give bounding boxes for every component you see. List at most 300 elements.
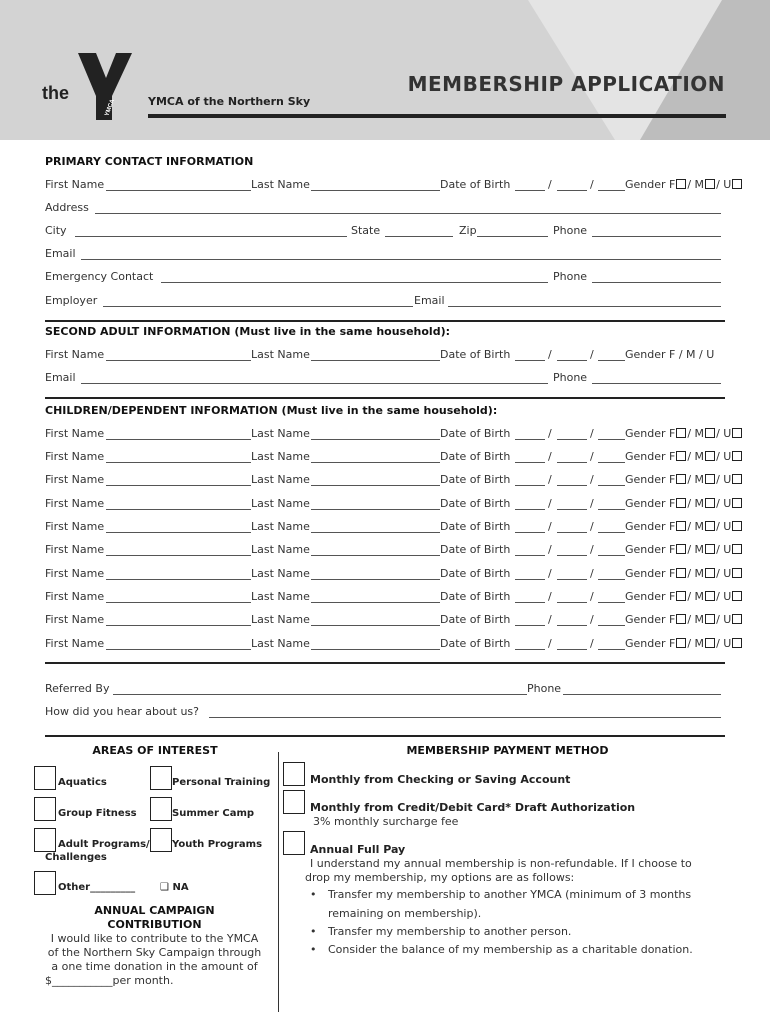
- dob-year-field[interactable]: [598, 509, 625, 510]
- gender-u-checkbox[interactable]: [732, 614, 742, 624]
- employer-email-field[interactable]: [448, 306, 721, 307]
- zip-label: Zip: [459, 224, 477, 237]
- first-name-field[interactable]: [106, 649, 251, 650]
- dob-slash: /: [590, 567, 594, 580]
- gender-f-checkbox[interactable]: [676, 568, 686, 578]
- gender-f-checkbox[interactable]: [676, 544, 686, 554]
- gender-f-checkbox[interactable]: [676, 614, 686, 624]
- dob-year-field[interactable]: [598, 625, 625, 626]
- gender-u-checkbox[interactable]: [732, 544, 742, 554]
- referred-by-label: Referred By: [45, 682, 110, 695]
- dob-label: Date of Birth: [440, 637, 511, 650]
- gender-m-label: / M: [687, 473, 705, 486]
- first-name-field[interactable]: [106, 439, 251, 440]
- gender-options: [625, 637, 743, 650]
- dob-label: Date of Birth: [440, 348, 511, 361]
- personal-training-label: Personal Training: [172, 777, 271, 788]
- section-divider: [45, 397, 725, 399]
- dob-label: Date of Birth: [440, 567, 511, 580]
- dob-slash: /: [590, 178, 594, 191]
- last-name-field[interactable]: [311, 649, 440, 650]
- gender-f-checkbox[interactable]: [676, 521, 686, 531]
- aquatics-label: Aquatics: [58, 777, 107, 788]
- option-transfer-ymca: • Transfer my membership to another YMCA (minimum of 3 months: [328, 888, 691, 901]
- first-name-field[interactable]: [106, 509, 251, 510]
- dob-day-field[interactable]: [557, 602, 587, 603]
- gender-u-label: / U: [716, 427, 732, 440]
- annual-campaign: [42, 904, 267, 988]
- gender-m-checkbox[interactable]: [705, 568, 715, 578]
- dob-day-field[interactable]: [557, 555, 587, 556]
- phone-field[interactable]: [592, 383, 721, 384]
- first-name-label: First Name: [45, 178, 105, 191]
- first-name-field[interactable]: [106, 602, 251, 603]
- na-checkbox-label[interactable]: ❑ NA: [160, 882, 189, 893]
- city-label: City: [45, 224, 67, 237]
- emergency-row: [45, 270, 755, 286]
- last-name-label: Last Name: [251, 590, 310, 603]
- phone-field[interactable]: [592, 236, 721, 237]
- last-name-label: Last Name: [251, 520, 310, 533]
- personal-training-checkbox[interactable]: [150, 766, 172, 790]
- gender-options: [625, 520, 743, 533]
- section-divider: [45, 735, 725, 737]
- gender-f-label: Gender F: [625, 637, 676, 650]
- gender-f-label: Gender F: [625, 590, 676, 603]
- email-field[interactable]: [81, 383, 548, 384]
- dob-slash: /: [548, 473, 552, 486]
- primary-heading: PRIMARY CONTACT INFORMATION: [45, 155, 254, 168]
- dob-day-field[interactable]: [557, 360, 587, 361]
- state-label: State: [351, 224, 381, 237]
- last-name-label: Last Name: [251, 473, 310, 486]
- gender-m-checkbox[interactable]: [705, 451, 715, 461]
- gender-f-label: Gender F: [625, 473, 676, 486]
- gender-u-checkbox[interactable]: [732, 638, 742, 648]
- summer-camp-checkbox[interactable]: [150, 797, 172, 821]
- option-donation: • Consider the balance of my membership as a charitable donation.: [328, 943, 693, 956]
- dob-slash: /: [590, 427, 594, 440]
- last-name-field[interactable]: [311, 579, 440, 580]
- dob-year-field[interactable]: [598, 190, 625, 191]
- dob-slash: /: [548, 178, 552, 191]
- first-name-field[interactable]: [106, 485, 251, 486]
- gender-options: [625, 497, 743, 510]
- second-adult-email-row: [45, 371, 755, 387]
- dob-year-field[interactable]: [598, 649, 625, 650]
- dob-year-field[interactable]: [598, 555, 625, 556]
- dob-month-field[interactable]: [515, 602, 545, 603]
- gender-f-label: Gender F: [625, 543, 676, 556]
- gender-u-checkbox[interactable]: [732, 474, 742, 484]
- last-name-field[interactable]: [311, 625, 440, 626]
- first-name-label: First Name: [45, 613, 105, 626]
- last-name-field[interactable]: [311, 602, 440, 603]
- gender-f-checkbox[interactable]: [676, 474, 686, 484]
- dob-slash: /: [548, 567, 552, 580]
- gender-u-label: / U: [716, 178, 732, 191]
- first-name-label: First Name: [45, 590, 105, 603]
- annual-text-1: I understand my annual membership is non-refundable. If I choose to: [310, 857, 692, 870]
- gender-f-checkbox[interactable]: [676, 428, 686, 438]
- emergency-field[interactable]: [161, 282, 548, 283]
- referred-row: [45, 682, 755, 698]
- gender-f-label: Gender F: [625, 613, 676, 626]
- emergency-phone-label: Phone: [553, 270, 588, 283]
- email-row: [45, 247, 755, 263]
- adult-programs-checkbox[interactable]: [34, 828, 56, 852]
- summer-camp-label: Summer Camp: [172, 808, 255, 819]
- gender-options: [625, 178, 743, 191]
- last-name-field[interactable]: [311, 360, 440, 361]
- dob-month-field[interactable]: [515, 625, 545, 626]
- challenges-label: Challenges: [45, 852, 107, 863]
- gender-f-checkbox[interactable]: [676, 451, 686, 461]
- dob-month-field[interactable]: [515, 532, 545, 533]
- gender-m-checkbox[interactable]: [705, 614, 715, 624]
- hear-about-label: How did you hear about us?: [45, 705, 199, 718]
- gender-m-checkbox[interactable]: [705, 498, 715, 508]
- second-adult-heading: SECOND ADULT INFORMATION (Must live in the same household):: [45, 325, 451, 338]
- last-name-label: Last Name: [251, 497, 310, 510]
- monthly-checking-label: Monthly from Checking or Saving Account: [310, 773, 571, 786]
- child-row: [45, 497, 755, 513]
- org-name: YMCA of the Northern Sky: [148, 95, 311, 108]
- child-row: [45, 450, 755, 466]
- last-name-label: Last Name: [251, 348, 310, 361]
- ymca-logo: [40, 48, 135, 127]
- campaign-line-2: of the Northern Sky Campaign through: [47, 946, 262, 959]
- child-row: [45, 427, 755, 443]
- hear-about-row: [45, 705, 755, 721]
- dob-slash: /: [590, 497, 594, 510]
- second-adult-name-row: [45, 348, 755, 364]
- dob-year-field[interactable]: [598, 360, 625, 361]
- dob-label: Date of Birth: [440, 613, 511, 626]
- gender-m-label: / M: [687, 450, 705, 463]
- child-row: [45, 520, 755, 536]
- gender-f-label: Gender F: [625, 178, 676, 191]
- dob-label: Date of Birth: [440, 178, 511, 191]
- child-row: [45, 567, 755, 583]
- column-divider: [278, 752, 279, 1012]
- primary-name-row: [45, 178, 755, 194]
- employer-label: Employer: [45, 294, 98, 307]
- gender-f-checkbox[interactable]: [676, 498, 686, 508]
- campaign-line-1: I would like to contribute to the YMCA: [50, 932, 259, 945]
- monthly-card-label: Monthly from Credit/Debit Card* Draft Authorization: [310, 801, 636, 814]
- gender-options: [625, 567, 743, 580]
- gender-options: [625, 590, 743, 603]
- dob-month-field[interactable]: [515, 439, 545, 440]
- gender-u-checkbox[interactable]: [732, 179, 742, 189]
- dob-slash: /: [548, 590, 552, 603]
- gender-m-label: / M: [687, 637, 705, 650]
- gender-m-checkbox[interactable]: [705, 521, 715, 531]
- employer-field[interactable]: [103, 306, 413, 307]
- last-name-label: Last Name: [251, 567, 310, 580]
- gender-u-label: / U: [716, 520, 732, 533]
- first-name-label: First Name: [45, 427, 105, 440]
- dob-day-field[interactable]: [557, 190, 587, 191]
- gender-u-checkbox[interactable]: [732, 428, 742, 438]
- interests-heading: AREAS OF INTEREST: [92, 744, 218, 757]
- campaign-heading-2: CONTRIBUTION: [107, 918, 202, 931]
- annual-pay-label: Annual Full Pay: [310, 843, 406, 856]
- dob-label: Date of Birth: [440, 473, 511, 486]
- monthly-card-checkbox[interactable]: [283, 790, 305, 814]
- gender-m-checkbox[interactable]: [705, 474, 715, 484]
- referred-by-field[interactable]: [113, 694, 527, 695]
- dob-month-field[interactable]: [515, 649, 545, 650]
- dob-day-field[interactable]: [557, 649, 587, 650]
- last-name-label: Last Name: [251, 637, 310, 650]
- gender-options: [625, 613, 743, 626]
- dob-slash: /: [590, 450, 594, 463]
- gender-m-label: / M: [687, 613, 705, 626]
- child-row: [45, 473, 755, 489]
- first-name-label: First Name: [45, 497, 105, 510]
- dob-slash: /: [590, 637, 594, 650]
- gender-u-label: / U: [716, 497, 732, 510]
- group-fitness-label: Group Fitness: [58, 808, 137, 819]
- first-name-label: First Name: [45, 543, 105, 556]
- dob-slash: /: [548, 497, 552, 510]
- phone-label: Phone: [553, 224, 588, 237]
- gender-f-checkbox[interactable]: [676, 179, 686, 189]
- gender-u-checkbox[interactable]: [732, 451, 742, 461]
- first-name-field[interactable]: [106, 555, 251, 556]
- annual-text-2: drop my membership, my options are as follows:: [305, 871, 575, 884]
- referred-phone-label: Phone: [527, 682, 562, 695]
- children-heading: CHILDREN/DEPENDENT INFORMATION (Must live in the same household):: [45, 404, 498, 417]
- gender-m-checkbox[interactable]: [705, 179, 715, 189]
- first-name-label: First Name: [45, 450, 105, 463]
- first-name-label: First Name: [45, 473, 105, 486]
- last-name-field[interactable]: [311, 439, 440, 440]
- emergency-label: Emergency Contact: [45, 270, 154, 283]
- dob-label: Date of Birth: [440, 427, 511, 440]
- email-field[interactable]: [81, 259, 721, 260]
- dob-slash: /: [548, 543, 552, 556]
- city-field[interactable]: [75, 236, 347, 237]
- dob-day-field[interactable]: [557, 509, 587, 510]
- dob-slash: /: [590, 590, 594, 603]
- dob-day-field[interactable]: [557, 439, 587, 440]
- first-name-label: First Name: [45, 567, 105, 580]
- first-name-field[interactable]: [106, 579, 251, 580]
- last-name-field[interactable]: [311, 555, 440, 556]
- dob-year-field[interactable]: [598, 532, 625, 533]
- dob-slash: /: [590, 520, 594, 533]
- aquatics-checkbox[interactable]: [34, 766, 56, 790]
- gender-u-label: / U: [716, 543, 732, 556]
- campaign-line-4: $___________per month.: [45, 974, 174, 987]
- adult-programs-label: Adult Programs/: [58, 839, 150, 850]
- dob-month-field[interactable]: [515, 485, 545, 486]
- gender-m-label: / M: [687, 567, 705, 580]
- gender-m-checkbox[interactable]: [705, 638, 715, 648]
- city-row: [45, 224, 755, 240]
- gender-f-label: Gender F: [625, 427, 676, 440]
- hear-about-field[interactable]: [209, 717, 721, 718]
- gender-u-label: / U: [716, 590, 732, 603]
- gender-m-checkbox[interactable]: [705, 428, 715, 438]
- last-name-field[interactable]: [311, 462, 440, 463]
- monthly-checking-checkbox[interactable]: [283, 762, 305, 786]
- gender-u-checkbox[interactable]: [732, 591, 742, 601]
- dob-slash: /: [548, 450, 552, 463]
- employer-row: [45, 294, 755, 310]
- referred-phone-field[interactable]: [563, 694, 721, 695]
- gender-m-label: / M: [687, 427, 705, 440]
- address-row: [45, 201, 755, 217]
- employer-email-label: Email: [414, 294, 445, 307]
- dob-slash: /: [548, 427, 552, 440]
- last-name-field[interactable]: [311, 190, 440, 191]
- last-name-label: Last Name: [251, 450, 310, 463]
- dob-day-field[interactable]: [557, 462, 587, 463]
- dob-month-field[interactable]: [515, 509, 545, 510]
- dob-slash: /: [590, 543, 594, 556]
- last-name-label: Last Name: [251, 543, 310, 556]
- svg-text:YMCA: YMCA: [104, 98, 117, 118]
- last-name-field[interactable]: [311, 532, 440, 533]
- email-label: Email: [45, 371, 76, 384]
- campaign-line-3: a one time donation in the amount of: [51, 960, 258, 973]
- last-name-label: Last Name: [251, 178, 310, 191]
- dob-day-field[interactable]: [557, 579, 587, 580]
- dob-slash: /: [548, 520, 552, 533]
- gender-options: [625, 427, 743, 440]
- dob-year-field[interactable]: [598, 462, 625, 463]
- gender-f-label: Gender F: [625, 450, 676, 463]
- other-checkbox[interactable]: [34, 871, 56, 895]
- gender-u-label: / U: [716, 473, 732, 486]
- dob-slash: /: [548, 613, 552, 626]
- last-name-field[interactable]: [311, 485, 440, 486]
- option-transfer-ymca-cont: remaining on membership).: [328, 907, 482, 920]
- gender-label: Gender F / M / U: [625, 348, 715, 361]
- dob-year-field[interactable]: [598, 579, 625, 580]
- address-field[interactable]: [95, 213, 721, 214]
- dob-label: Date of Birth: [440, 497, 511, 510]
- child-row: [45, 637, 755, 653]
- gender-u-checkbox[interactable]: [732, 568, 742, 578]
- emergency-phone-field[interactable]: [592, 282, 721, 283]
- dob-year-field[interactable]: [598, 439, 625, 440]
- child-row: [45, 543, 755, 559]
- dob-day-field[interactable]: [557, 485, 587, 486]
- dob-month-field[interactable]: [515, 462, 545, 463]
- svg-text:the: the: [42, 83, 69, 103]
- first-name-label: First Name: [45, 637, 105, 650]
- last-name-label: Last Name: [251, 427, 310, 440]
- gender-u-label: / U: [716, 613, 732, 626]
- section-divider: [45, 662, 725, 664]
- gender-m-checkbox[interactable]: [705, 544, 715, 554]
- dob-label: Date of Birth: [440, 450, 511, 463]
- gender-m-label: / M: [687, 497, 705, 510]
- gender-f-checkbox[interactable]: [676, 591, 686, 601]
- dob-month-field[interactable]: [515, 360, 545, 361]
- dob-year-field[interactable]: [598, 602, 625, 603]
- child-row: [45, 590, 755, 606]
- group-fitness-checkbox[interactable]: [34, 797, 56, 821]
- child-row: [45, 613, 755, 629]
- gender-u-label: / U: [716, 637, 732, 650]
- gender-f-label: Gender F: [625, 497, 676, 510]
- first-name-field[interactable]: [106, 462, 251, 463]
- gender-u-label: / U: [716, 450, 732, 463]
- dob-slash: /: [548, 637, 552, 650]
- gender-f-checkbox[interactable]: [676, 638, 686, 648]
- dob-slash: /: [590, 613, 594, 626]
- section-divider: [45, 320, 725, 322]
- first-name-field[interactable]: [106, 190, 251, 191]
- state-field[interactable]: [385, 236, 453, 237]
- payment-heading: MEMBERSHIP PAYMENT METHOD: [406, 744, 609, 757]
- gender-u-checkbox[interactable]: [732, 498, 742, 508]
- gender-m-label: / M: [687, 178, 705, 191]
- dob-day-field[interactable]: [557, 625, 587, 626]
- gender-m-label: / M: [687, 520, 705, 533]
- first-name-label: First Name: [45, 520, 105, 533]
- dob-year-field[interactable]: [598, 485, 625, 486]
- dob-label: Date of Birth: [440, 520, 511, 533]
- last-name-label: Last Name: [251, 613, 310, 626]
- address-label: Address: [45, 201, 89, 214]
- gender-options: [625, 543, 743, 556]
- gender-f-label: Gender F: [625, 520, 676, 533]
- dob-month-field[interactable]: [515, 555, 545, 556]
- page-title: MEMBERSHIP APPLICATION: [407, 72, 725, 96]
- gender-options: [625, 473, 743, 486]
- title-rule: [148, 114, 726, 118]
- first-name-field[interactable]: [106, 532, 251, 533]
- zip-field[interactable]: [477, 236, 548, 237]
- gender-f-label: Gender F: [625, 567, 676, 580]
- campaign-heading-1: ANNUAL CAMPAIGN: [94, 904, 215, 917]
- dob-slash: /: [590, 473, 594, 486]
- first-name-field[interactable]: [106, 625, 251, 626]
- gender-u-label: / U: [716, 567, 732, 580]
- dob-day-field[interactable]: [557, 532, 587, 533]
- option-transfer-person: • Transfer my membership to another person.: [328, 925, 571, 938]
- dob-month-field[interactable]: [515, 579, 545, 580]
- annual-pay-checkbox[interactable]: [283, 831, 305, 855]
- dob-slash: /: [590, 348, 594, 361]
- gender-options: [625, 450, 743, 463]
- phone-label: Phone: [553, 371, 588, 384]
- other-label: Other_________: [58, 882, 136, 893]
- gender-u-checkbox[interactable]: [732, 521, 742, 531]
- gender-m-label: / M: [687, 543, 705, 556]
- gender-m-checkbox[interactable]: [705, 591, 715, 601]
- dob-label: Date of Birth: [440, 590, 511, 603]
- surcharge-note: 3% monthly surcharge fee: [313, 815, 459, 828]
- email-label: Email: [45, 247, 76, 260]
- dob-label: Date of Birth: [440, 543, 511, 556]
- dob-month-field[interactable]: [515, 190, 545, 191]
- youth-programs-label: Youth Programs: [172, 839, 263, 850]
- first-name-field[interactable]: [106, 360, 251, 361]
- last-name-field[interactable]: [311, 509, 440, 510]
- first-name-label: First Name: [45, 348, 105, 361]
- gender-m-label: / M: [687, 590, 705, 603]
- dob-slash: /: [548, 348, 552, 361]
- youth-programs-checkbox[interactable]: [150, 828, 172, 852]
